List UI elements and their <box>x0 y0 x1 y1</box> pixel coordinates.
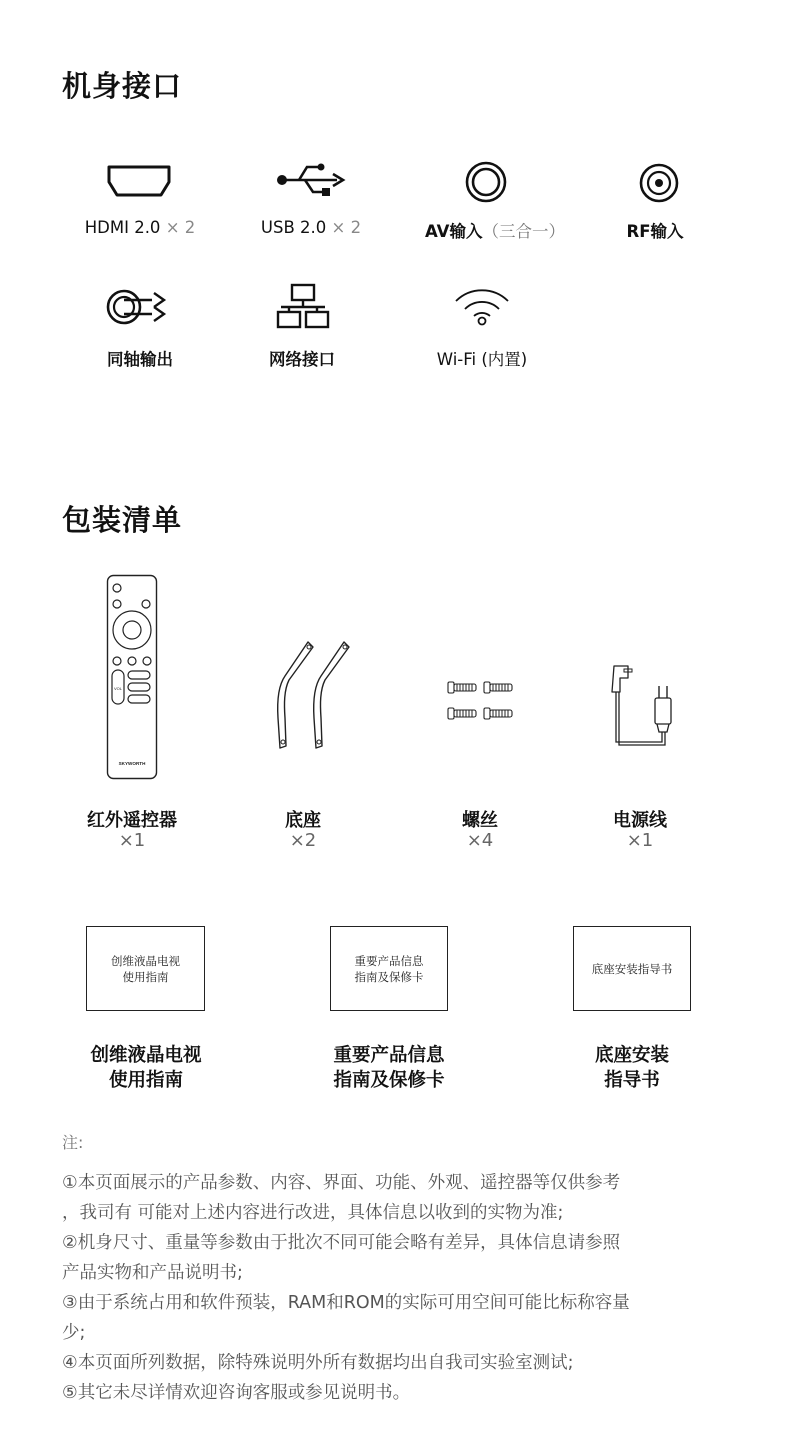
document-name-warranty: 重要产品信息 指南及保修卡 <box>333 1045 445 1091</box>
document-name-user-guide: 创维液晶电视 使用指南 <box>90 1045 202 1091</box>
note-line: ④本页面所列数据，除特殊说明外所有数据均出自我司实验室测试; <box>62 1353 574 1373</box>
note-line: ③由于系统占用和软件预装，RAM和ROM的实际可用空间可能比标称容量 <box>62 1293 630 1313</box>
port-label-av: AV输入（三合一） <box>425 222 565 241</box>
package-item-qty-power-cord: ×1 <box>626 830 654 851</box>
port-label-wifi: Wi-Fi (内置) <box>436 350 528 369</box>
package-item-qty-stand: ×2 <box>289 830 317 851</box>
hdmi-icon <box>106 163 172 199</box>
stand-icon <box>270 638 356 754</box>
document-name-stand-guide: 底座安装 指导书 <box>594 1045 669 1091</box>
note-line: ①本页面展示的产品参数、内容、界面、功能、外观、遥控器等仅供参考 <box>62 1173 621 1193</box>
port-label-usb: USB 2.0 × 2 <box>260 218 362 237</box>
coaxial-icon <box>104 287 174 327</box>
port-label-hdmi: HDMI 2.0 × 2 <box>84 218 196 237</box>
port-label-coaxial: 同轴输出 <box>107 350 173 369</box>
note-line: ，我司有 可能对上述内容进行改进，具体信息以收到的实物为准; <box>62 1203 564 1223</box>
remote-brand-text: SKYWORTH <box>118 761 146 766</box>
rf-port-icon <box>638 162 680 204</box>
package-item-name-screws: 螺丝 <box>462 810 498 831</box>
interfaces-title: 机身接口 <box>62 69 183 103</box>
document-box-warranty: 重要产品信息 指南及保修卡 <box>330 926 448 1011</box>
package-item-name-power-cord: 电源线 <box>613 810 667 831</box>
power-cord-icon <box>604 662 676 750</box>
note-line: ⑤其它未尽详情欢迎咨询客服或参见说明书。 <box>62 1383 411 1403</box>
package-item-qty-screws: ×4 <box>466 830 494 851</box>
wifi-icon <box>452 285 512 327</box>
package-item-name-remote: 红外遥控器 <box>87 810 177 831</box>
av-port-icon <box>464 160 508 204</box>
document-box-stand-guide: 底座安装指导书 <box>573 926 691 1011</box>
notes-label: 注: <box>62 1133 84 1152</box>
package-item-name-stand: 底座 <box>285 810 321 831</box>
note-line: 产品实物和产品说明书; <box>62 1263 243 1283</box>
document-box-user-guide: 创维液晶电视 使用指南 <box>86 926 205 1011</box>
note-line: 少; <box>62 1323 86 1343</box>
screws-icon <box>446 678 518 724</box>
network-icon <box>275 283 331 329</box>
port-label-rf: RF输入 <box>626 222 684 241</box>
remote-control-icon <box>106 574 158 780</box>
package-item-qty-remote: ×1 <box>118 830 146 851</box>
package-title: 包装清单 <box>62 503 183 537</box>
svg-text:VOL: VOL <box>113 686 123 691</box>
note-line: ②机身尺寸、重量等参数由于批次不同可能会略有差异，具体信息请参照 <box>62 1233 621 1253</box>
port-label-network: 网络接口 <box>269 350 335 369</box>
usb-icon <box>275 160 347 200</box>
